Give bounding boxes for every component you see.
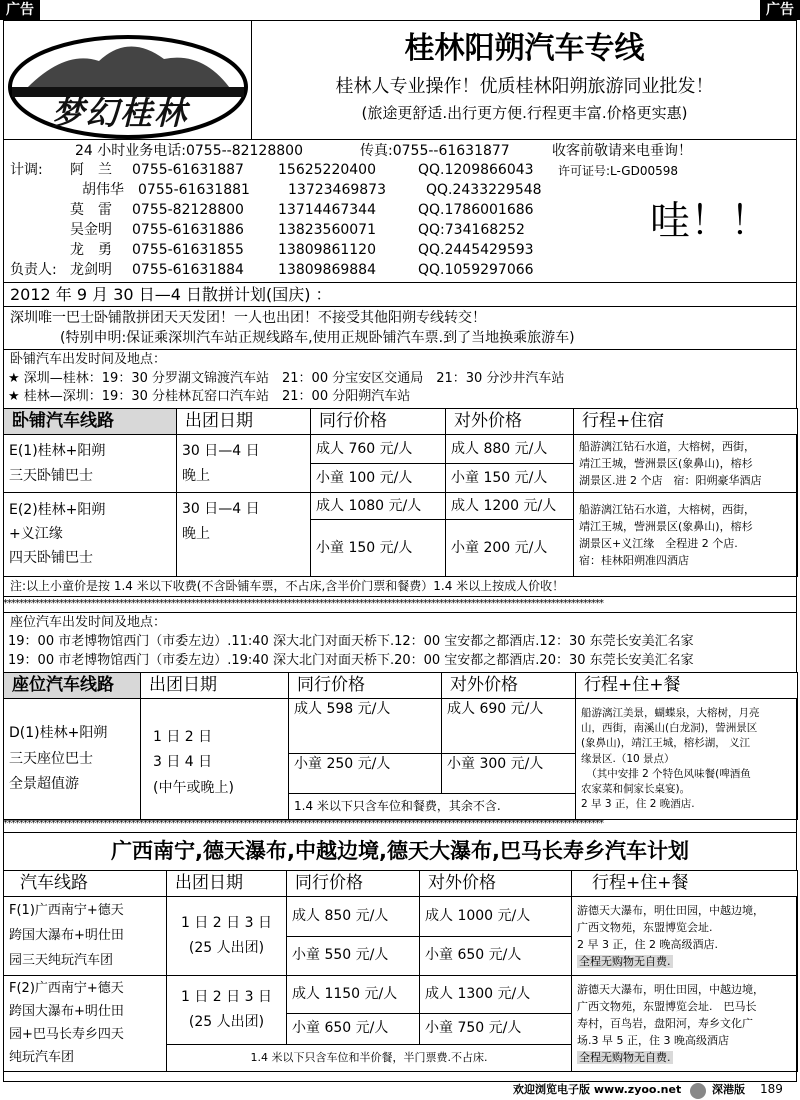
route-line: 园+巴马长寿乡四天 (9, 1026, 124, 1042)
page-number: 189 (760, 1082, 783, 1096)
itinerary-line: 游德天大瀑布，明仕田园，中越边境， (577, 904, 764, 918)
contact-qq: QQ.2433229548 (426, 182, 542, 198)
license: 许可证号:L-GD00598 (558, 164, 679, 178)
sleeper-departure-line2: ★ 桂林—深圳：19：30 分桂林瓦窑口汽车站 21：00 分阳朔汽车站 (8, 389, 411, 404)
col-date: 出团日期 (177, 409, 311, 435)
route-line: +义江缘 (9, 525, 63, 542)
peer-adult: 成人 760 元/人 (311, 435, 446, 464)
col-date: 出团日期 (141, 673, 289, 699)
col-date: 出团日期 (167, 871, 287, 897)
col-public: 对外价格 (420, 871, 572, 897)
subslogan: (旅途更舒适.出行更方便.行程更丰富.价格更实惠) (361, 104, 688, 122)
route-line: 跨国大瀑布+明仕田 (9, 927, 124, 943)
sleeper-departure-line1: ★ 深圳—桂林：19：30 分罗湖文锦渡汽车站 21：00 分宝安区交通局 21：30 分沙井汽车站 (8, 371, 565, 386)
contact-name: 胡伟华 (82, 182, 124, 198)
route-line: E(1)桂林+阳朔 (9, 442, 106, 459)
footer-browse: 欢迎浏览电子版 www.zyoo.net (513, 1083, 682, 1096)
peer-child: 小童 550 元/人 (287, 936, 420, 976)
contact-mobile: 13809869884 (278, 262, 376, 278)
sleeper-table (3, 408, 798, 577)
jidiao-label: 计调: (10, 162, 43, 178)
wow-text: 哇！！ (650, 198, 770, 244)
col-public: 对外价格 (446, 409, 574, 435)
date-line: 3 日 4 日 (153, 754, 213, 771)
col-itinerary: 行程+住宿 (574, 409, 798, 435)
itinerary-line: 船游漓江钻石水道，大榕树，西街， (579, 440, 755, 454)
public-child: 小童 150 元/人 (446, 464, 574, 493)
col-itinerary: 行程+住+餐 (576, 673, 798, 699)
contact-qq: QQ.1059297066 (418, 262, 534, 278)
contact-mobile: 15625220400 (278, 162, 376, 178)
route-line: D(1)桂林+阳朔 (9, 725, 108, 742)
fax: 传真:0755--61631877 (360, 143, 510, 159)
public-child: 小童 200 元/人 (446, 520, 574, 577)
seat-departure-line2: 19：00 市老博物馆西门（市委左边）.19:40 深大北门对面天桥下.20：00 宝安都之都酒店.20：30 东莞长安美汇名家 (8, 653, 694, 668)
itinerary-line: 湖景区+义江缘 全程进 2 个店. (579, 536, 738, 550)
itinerary-line: 2 早 3 正，住 2 晚酒店. (581, 798, 695, 811)
date-line: (25 人出团) (188, 1014, 265, 1031)
hotline: 24 小时业务电话:0755--82128800 (75, 143, 303, 159)
star-divider: ****************************************************************************************************************************************************** (3, 818, 603, 829)
col-route: 卧铺汽车线路 (4, 409, 177, 435)
contact-tel: 0755-61631881 (138, 182, 250, 198)
date-line: 30 日—4 日 (182, 442, 260, 459)
ad-tag-right: 广告 (760, 0, 800, 20)
table-row (4, 493, 798, 520)
seat-child-note: 1.4 米以下只含车位和餐费，其余不含. (289, 794, 576, 820)
date-line: 晚上 (182, 467, 210, 484)
contact-mobile: 13823560071 (278, 222, 376, 238)
route-line: 三天座位巴士 (9, 750, 93, 767)
contact-mobile: 13714467344 (278, 202, 376, 218)
route-line: 三天卧铺巴士 (9, 467, 93, 484)
no-shopping-badge: 全程无购物无自费. (579, 955, 671, 969)
itinerary-line: 湖景区.进 2 个店 宿：阳朔豪华酒店 (579, 474, 762, 488)
contact-name: 龙 勇 (70, 242, 112, 258)
itinerary-line: 寿村，百鸟岩，盘阳河，寿乡文化广 (577, 1017, 753, 1031)
col-peer: 同行价格 (311, 409, 446, 435)
no-shopping-badge: 全程无购物无自费. (579, 1051, 671, 1065)
date-line: 晚上 (182, 526, 210, 543)
contact-tel: 0755-61631887 (132, 162, 244, 178)
table-row (4, 976, 798, 1014)
footer-edition: 深港版 (712, 1083, 745, 1096)
itinerary-line: 广西文物苑，东盟博览会址. (577, 921, 713, 935)
page-title: 桂林阳朔汽车专线 (404, 31, 645, 66)
itinerary-line: 游德天大瀑布，明仕田园，中越边境， (577, 983, 764, 997)
peer-child: 小童 250 元/人 (289, 754, 442, 794)
guangxi-table (3, 870, 798, 1072)
itinerary-line: 船游漓江钻石水道，大榕树，西街， (579, 502, 755, 516)
public-adult: 成人 1300 元/人 (420, 976, 572, 1014)
public-adult: 成人 880 元/人 (446, 435, 574, 464)
sleeper-child-note: 注:以上小童价是按 1.4 米以下收费(不含卧铺车票，不占床,含半价门票和餐费）1.4 米以上按成人价收！ (10, 579, 565, 593)
contact-tel: 0755-61631886 (132, 222, 244, 238)
col-route: 汽车线路 (4, 871, 167, 897)
itinerary-line: 2 早 3 正，住 2 晚高级酒店. (577, 938, 718, 952)
contact-tel: 0755-61631855 (132, 242, 244, 258)
contact-name: 吴金明 (70, 222, 112, 238)
peer-adult: 成人 598 元/人 (289, 699, 442, 754)
contact-name: 莫 雷 (70, 202, 112, 218)
date-line: 1 日 2 日 3 日 (181, 989, 272, 1006)
peer-adult: 成人 1080 元/人 (311, 493, 446, 520)
contact-qq: QQ.2445429593 (418, 242, 534, 258)
peer-child: 小童 650 元/人 (287, 1013, 420, 1044)
contact-qq: QQ:734168252 (418, 222, 525, 238)
guangxi-child-note: 1.4 米以下只含车位和半价餐，半门票费.不占床. (167, 1045, 572, 1072)
date-line: 1 日 2 日 (153, 729, 213, 746)
route-line: 四天卧铺巴士 (9, 549, 93, 566)
route-line: 全景超值游 (9, 775, 79, 792)
peer-adult: 成人 1150 元/人 (287, 976, 420, 1014)
col-peer: 同行价格 (287, 871, 420, 897)
itinerary-line: (象鼻山)，靖江王城，榕杉湖， 义江 (581, 737, 751, 750)
head-label: 负责人: (10, 262, 57, 278)
itinerary-line: 宿：桂林阳朔准四酒店 (579, 553, 689, 567)
table-row (4, 699, 798, 754)
seat-departure-title: 座位汽车出发时间及地点： (10, 615, 167, 630)
public-child: 小童 300 元/人 (442, 754, 576, 794)
date-line: (中午或晚上) (153, 779, 234, 796)
table-row (4, 435, 798, 464)
col-public: 对外价格 (442, 673, 576, 699)
itinerary-line: 山，西街，南溪山(白龙洞)，訾洲景区 (581, 722, 758, 735)
slogan: 桂林人专业操作！优质桂林阳朔旅游同业批发！ (335, 76, 714, 97)
seat-table (3, 672, 798, 820)
col-peer: 同行价格 (289, 673, 442, 699)
plan-line1: 深圳唯一巴士卧铺散拼团天天发团！一人也出团！不接受其他阳朔专线转交！ (10, 310, 486, 326)
col-itinerary: 行程+住+餐 (572, 871, 798, 897)
table-row (4, 897, 798, 937)
route-line: F(1)广西南宁+德天 (9, 903, 124, 919)
public-child: 小童 750 元/人 (420, 1013, 572, 1044)
logo-text: 梦幻桂林 (52, 94, 189, 132)
route-line: 跨国大瀑布+明仕田 (9, 1004, 124, 1020)
itinerary-line: 靖江王城，訾洲景区(象鼻山)，榕杉 (579, 457, 753, 471)
seat-departure-line1: 19：00 市老博物馆西门（市委左边）.11:40 深大北门对面天桥下.12：00 宝安都之都酒店.12：30 东莞长安美汇名家 (8, 634, 694, 649)
contact-name: 龙剑明 (70, 262, 112, 278)
itinerary-line: 船游漓江美景，蝴蝶泉，大榕树，月亮 (581, 706, 760, 719)
route-line: F(2)广西南宁+德天 (9, 981, 124, 997)
notice: 收客前敬请来电垂询！ (552, 143, 692, 159)
site-logo-icon (690, 1083, 706, 1099)
itinerary-line: 场.3 早 5 正，住 3 晚高级酒店 (577, 1034, 729, 1048)
peer-child: 小童 150 元/人 (311, 520, 446, 577)
guangxi-title: 广西南宁,德天瀑布,中越边境,德天大瀑布,巴马长寿乡汽车计划 (111, 839, 689, 863)
public-adult: 成人 1000 元/人 (420, 897, 572, 937)
peer-adult: 成人 850 元/人 (287, 897, 420, 937)
public-adult: 成人 1200 元/人 (446, 493, 574, 520)
route-line: E(2)桂林+阳朔 (9, 502, 106, 519)
plan-title: 2012 年 9 月 30 日—4 日散拼计划(国庆) ： (10, 285, 332, 304)
itinerary-line: 农家菜和侗家长桌宴)。 (581, 783, 691, 796)
ad-tag-left: 广告 (0, 0, 40, 20)
plan-line2: (特别申明:保证乘深圳汽车站正规线路车,使用正规卧铺汽车票.到了当地换乘旅游车) (60, 330, 575, 346)
itinerary-line: 靖江王城，訾洲景区(象鼻山)，榕杉 (579, 519, 753, 533)
itinerary-line: 缘景区.（10 景点） (581, 752, 675, 765)
public-adult: 成人 690 元/人 (442, 699, 576, 754)
itinerary-line: 广西文物苑，东盟博览会址. 巴马长 (577, 1000, 757, 1014)
itinerary-line: （其中安排 2 个特色风味餐(啤酒鱼 (581, 767, 751, 780)
contact-mobile: 13809861120 (278, 242, 376, 258)
contact-mobile: 13723469873 (288, 182, 386, 198)
sleeper-departure-title: 卧铺汽车出发时间及地点： (10, 352, 167, 367)
contact-name: 阿 兰 (70, 162, 112, 178)
contact-tel: 0755-82128800 (132, 202, 244, 218)
star-divider: ****************************************************************************************************************************************************** (3, 598, 603, 609)
route-line: 纯玩汽车团 (9, 1049, 75, 1065)
date-line: 30 日—4 日 (182, 501, 260, 518)
col-route: 座位汽车线路 (4, 673, 141, 699)
date-line: (25 人出团) (188, 940, 265, 957)
date-line: 1 日 2 日 3 日 (181, 915, 272, 932)
logo (4, 21, 252, 139)
contact-qq: QQ.1786001686 (418, 202, 534, 218)
contact-tel: 0755-61631884 (132, 262, 244, 278)
contact-qq: QQ.1209866043 (418, 162, 534, 178)
peer-child: 小童 100 元/人 (311, 464, 446, 493)
public-child: 小童 650 元/人 (420, 936, 572, 976)
route-line: 园三天纯玩汽车团 (9, 952, 114, 968)
